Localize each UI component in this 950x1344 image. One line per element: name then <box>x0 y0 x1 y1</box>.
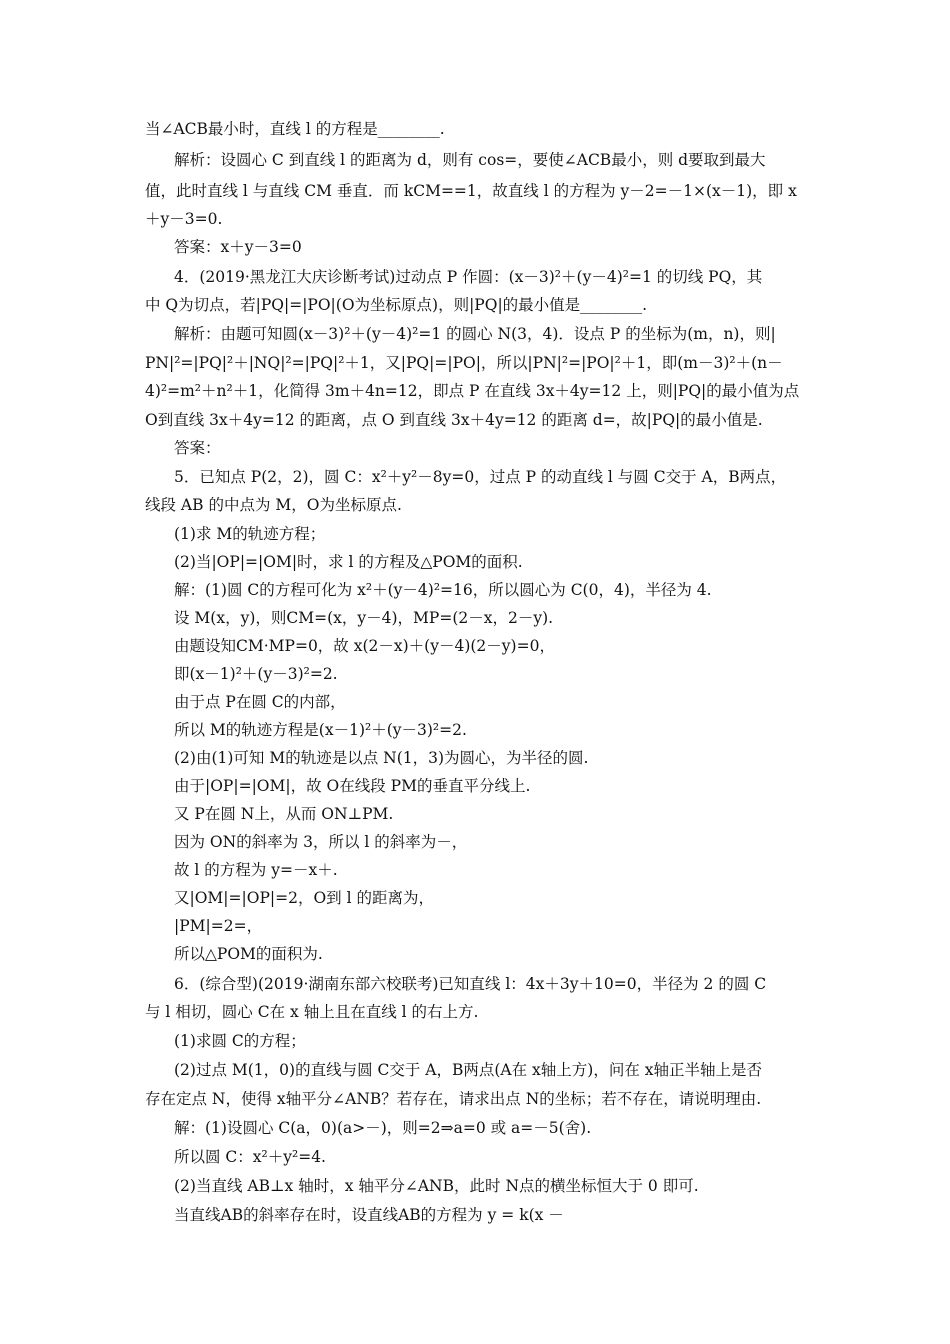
question-line: 线段 AB 的中点为 M，O为坐标原点. <box>145 496 402 514</box>
text-line: (1)求圆 C的方程； <box>174 1032 306 1050</box>
text-line: 又 P在圆 N上，从而 ON⊥PM. <box>174 805 394 823</box>
text-line: 故 l 的方程为 y=－x＋. <box>174 861 338 879</box>
text-line: 由于点 P在圆 C的内部， <box>174 693 346 711</box>
text-line: 解析：设圆心 C 到直线 l 的距离为 d，则有 cos=，要使∠ACB最小，则 d要取到最大 <box>174 151 766 169</box>
question-line: 与 l 相切，圆心 C在 x 轴上且在直线 l 的右上方. <box>145 1003 479 1021</box>
text-line: PN|²=|PQ|²＋|NQ|²=|PQ|²＋1，又|PQ|=|PO|，所以|PN|²=|PO|²＋1，即(m－3)²＋(n－ <box>145 354 783 372</box>
text-line: 所以圆 C：x²＋y²=4. <box>174 1148 326 1166</box>
text-line: (2)当直线 AB⊥x 轴时，x 轴平分∠ANB，此时 N点的横坐标恒大于 0 即可. <box>174 1177 699 1195</box>
question-line: 中 Q为切点，若|PQ|=|PO|(O为坐标原点)，则|PQ|的最小值是________. <box>145 296 648 314</box>
text-line: |PM|=2=， <box>174 917 263 935</box>
text-line: 解：(1)设圆心 C(a，0)(a>－)，则=2⇒a=0 或 a=－5(舍). <box>174 1119 592 1137</box>
text-line: O到直线 3x＋4y=12 的距离，点 O 到直线 3x＋4y=12 的距离 d=，故|PQ|的最小值是. <box>145 411 763 429</box>
text-line: 4)²=m²＋n²＋1，化简得 3m＋4n=12，即点 P 在直线 3x＋4y=12 上，则|PQ|的最小值为点 <box>145 382 800 400</box>
answer-line: 答案：x＋y－3=0 <box>174 238 302 256</box>
question-line: 5．已知点 P(2，2)，圆 C：x²＋y²－8y=0，过点 P 的动直线 l 与圆 C交于 A，B两点， <box>174 468 787 486</box>
text-line: (1)求 M的轨迹方程； <box>174 525 326 543</box>
text-line: (2)当|OP|=|OM|时，求 l 的方程及△POM的面积. <box>174 553 523 571</box>
text-line: 当直线AB的斜率存在时，设直线AB的方程为 y = k(x － <box>174 1206 564 1224</box>
text-line: 解析：由题可知圆(x－3)²＋(y－4)²=1 的圆心 N(3，4)．设点 P 的坐标为(m，n)，则| <box>174 325 776 343</box>
text-line: (2)过点 M(1，0)的直线与圆 C交于 A，B两点(A在 x轴上方)，问在 x轴正半轴上是否 <box>174 1061 762 1079</box>
text-line: ＋y－3=0. <box>145 210 223 228</box>
question-line: 6．(综合型)(2019·湖南东部六校联考)已知直线 l：4x＋3y＋10=0，半径为 2 的圆 C <box>174 975 767 993</box>
question-line: 4．(2019·黑龙江大庆诊断考试)过动点 P 作圆：(x－3)²＋(y－4)²=1 的切线 PQ，其 <box>174 268 763 286</box>
text-line: 所以△POM的面积为. <box>174 945 323 963</box>
text-line: 因为 ON的斜率为 3，所以 l 的斜率为－， <box>174 833 468 851</box>
text-line: 设 M(x，y)，则CM=(x，y－4)，MP=(2－x，2－y). <box>174 609 554 627</box>
text-line: 值，此时直线 l 与直线 CM 垂直．而 kCM==1，故直线 l 的方程为 y－2=－1×(x－1)，即 x <box>145 182 797 200</box>
text-line: 即(x－1)²＋(y－3)²=2. <box>174 665 338 683</box>
text-line: 当∠ACB最小时，直线 l 的方程是________. <box>145 120 445 138</box>
text-line: 解：(1)圆 C的方程可化为 x²＋(y－4)²=16，所以圆心为 C(0，4)，半径为 4. <box>174 581 712 599</box>
text-line: 由题设知CM·MP=0，故 x(2－x)＋(y－4)(2－y)=0， <box>174 637 555 655</box>
text-line: 存在定点 N，使得 x轴平分∠ANB？若存在，请求出点 N的坐标；若不存在，请说明理由. <box>145 1090 762 1108</box>
answer-line: 答案： <box>174 439 221 457</box>
text-line: (2)由(1)可知 M的轨迹是以点 N(1，3)为圆心，为半径的圆. <box>174 749 589 767</box>
text-line: 由于|OP|=|OM|，故 O在线段 PM的垂直平分线上. <box>174 777 531 795</box>
text-line: 所以 M的轨迹方程是(x－1)²＋(y－3)²=2. <box>174 721 467 739</box>
text-line: 又|OM|=|OP|=2，O到 l 的距离为， <box>174 889 434 907</box>
